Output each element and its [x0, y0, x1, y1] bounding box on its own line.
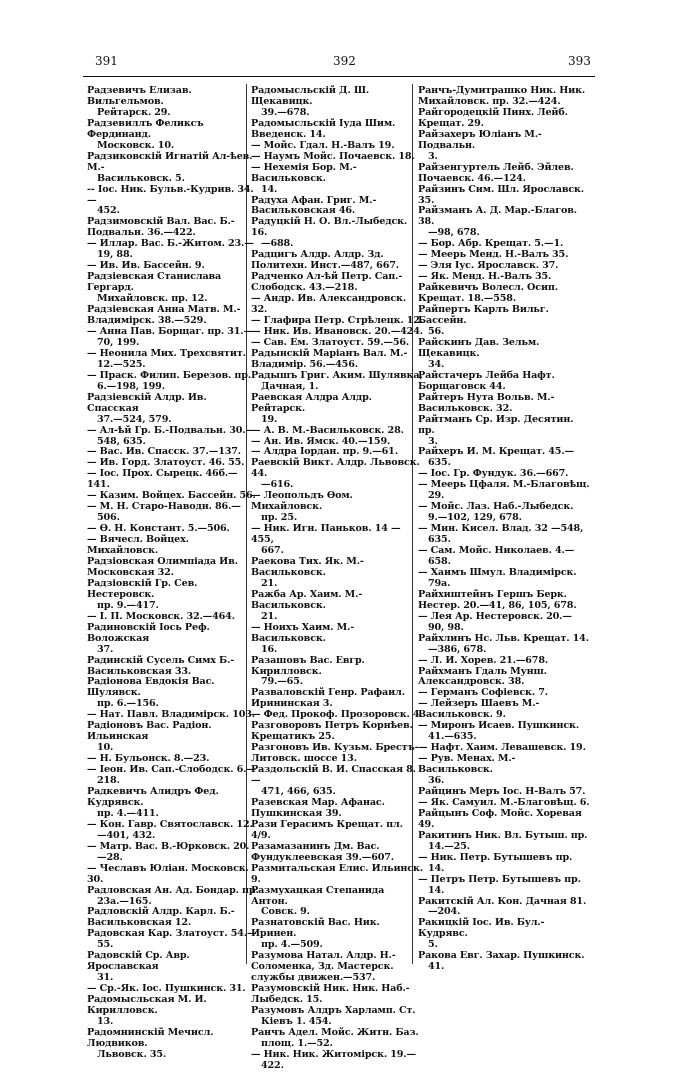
entry-continuation: 56. — [428, 325, 445, 337]
entry-text: — Мин. Кисел. Влад. 32 —548, — [418, 523, 584, 535]
entry-text: Радзіовскій Гр. Сев. Нестеровск. — [87, 577, 198, 600]
entry-text: — Меерь Цфаля. М.-Благовѣщ. — [418, 479, 590, 491]
directory-entry — [87, 557, 259, 579]
entry-text: — Наумъ Мойс. Почаевск. 18. — [251, 150, 415, 162]
entry-text: Размитальская Елис. Ильинск. 9. — [251, 862, 423, 885]
entry-text: Разумова Натал. Алдр. Н.-Соломенка, Зд. Мастерск. службы движен.—537. — [251, 950, 396, 984]
entry-text: — Чеславъ Юліан. Московск. 30. — [87, 862, 249, 885]
directory-entry — [251, 886, 423, 919]
entry-continuation: 12.—525. — [97, 358, 146, 370]
entry-text: Радзіовская Олимпіада Ив. Московская 32. — [87, 555, 238, 578]
entry-text: Радзевичъ Елизав. Вильгельмов. — [87, 85, 192, 107]
directory-entry — [87, 907, 259, 929]
directory-entry — [87, 371, 259, 393]
entry-text: Радченко Ал-ѣй Петр. Сап.-Слободск. 43.—218. — [251, 271, 403, 294]
directory-entry — [87, 239, 259, 261]
directory-entry — [251, 524, 423, 557]
directory-entry — [251, 294, 423, 316]
entry-text: — Петръ Петр. Бутышевъ пр. — [418, 873, 581, 885]
entry-continuation: пр. 9.—417. — [97, 599, 159, 611]
entry-text: — Н. Бульонск. 8.—23. — [87, 753, 210, 765]
entry-text: Райтманъ Ср. Изр. Десятин. пр. — [418, 413, 574, 436]
directory-entry — [87, 185, 259, 218]
entry-continuation: пр. 4.—509. — [261, 939, 323, 951]
entry-text: — Эля Іус. Ярославск. 37. — [418, 260, 559, 272]
entry-text: Радомысльскій Іуда Шим. Введенск. 14. — [251, 117, 396, 140]
entry-text: — Лея Ар. Нестеровск. 20.— — [418, 610, 572, 622]
directory-entry — [418, 951, 590, 973]
entry-text: Ранчъ Адел. Мойс. Житн. Баз. — [251, 1026, 419, 1038]
entry-text: Радомысльскій Д. Ш. Щекавицк. — [251, 85, 370, 107]
entry-text: Радцигъ Алдр. Алдр. Зд. Политехн. Инст.—487, 667. — [251, 249, 399, 272]
entry-continuation: 21. — [261, 577, 278, 589]
entry-continuation: 36. — [428, 775, 445, 787]
directory-entry — [418, 393, 590, 415]
directory-entry — [87, 217, 259, 239]
entry-text: Разумовъ Алдръ Харламп. Ст. — [251, 1005, 416, 1017]
entry-continuation: 422. — [261, 1059, 284, 1071]
entry-text: Радиновскій Іось Реф. Воложская — [87, 621, 210, 644]
entry-text: — Ср.-Як. Іос. Пушкинск. 31. — [87, 983, 246, 995]
directory-entry — [87, 535, 259, 557]
directory-entry — [418, 831, 590, 853]
entry-continuation: —401, 432. — [97, 829, 156, 841]
entry-text: Рази Герасимъ Крещат. пл. 4/9. — [251, 818, 403, 841]
entry-text: Радіоновъ Вас. Радіон. Ильинская — [87, 720, 212, 743]
entry-text: Ракитинъ Ник. Вл. Бутыш. пр. — [418, 829, 588, 841]
entry-text: — Иллар. Вас. Б.-Житом. 23.— — [87, 238, 254, 250]
entry-text: — Нат. Павл. Владимірск. 103. — [87, 709, 255, 721]
entry-text: — Ник. Петр. Бутышевъ пр. — [418, 851, 573, 863]
entry-text: — Бор. Абр. Крещат. 5.—1. — [418, 238, 564, 250]
entry-text: — Фед. Прокоф. Прозоровск. 4. — [251, 709, 423, 721]
entry-text: — Глафира Петр. Стрѣлецк. 12. — [251, 315, 424, 327]
entry-text: Райхиштейнъ Гершъ Берк. Нестер. 20.—41, 86, 105, 678. — [418, 588, 577, 611]
entry-text: Радинскій Сусель Симх Б.-Васильковская 33. — [87, 654, 235, 677]
directory-entry — [251, 250, 423, 272]
column-middle — [251, 86, 423, 1072]
directory-entry — [87, 119, 259, 152]
directory-entry — [418, 875, 590, 897]
directory-entry — [251, 393, 423, 426]
entry-text: — Мойс. Гдал. Н.-Валъ 19. — [251, 139, 395, 151]
entry-text: Райзахеръ Юліанъ М.-Подвальн. — [418, 128, 542, 151]
entry-continuation: —688. — [261, 238, 294, 250]
entry-text: — М. Н. Старо-Наводн. 86.— — [87, 501, 241, 513]
entry-text: Радынскій Маріанъ Вал. М.-Владимір. 56.—456. — [251, 347, 408, 370]
entry-continuation: 14.—25. — [428, 840, 470, 852]
entry-text: Радіонова Евдокія Вас. Шулявск. — [87, 676, 215, 699]
entry-text: Ракова Евг. Захар. Пушкинск. — [418, 950, 585, 962]
directory-entry — [87, 502, 259, 524]
entry-continuation: 14. — [428, 862, 445, 874]
directory-entry — [418, 305, 590, 338]
directory-entry — [251, 688, 423, 710]
entry-continuation: 14. — [261, 183, 278, 195]
entry-text: — Іос. Прох. Сырецк. 46б.—141. — [87, 468, 238, 491]
entry-text: — Сам. Мойс. Николаев. 4.— — [418, 545, 575, 557]
entry-text: — Лейзеръ Шаевъ М.-Васильковск. 9. — [418, 698, 540, 721]
entry-text: — І. П. Московск. 32.—464. — [87, 610, 235, 622]
directory-entry — [418, 206, 590, 239]
entry-text: Радышъ Григ. Аким. Шулявка, — [251, 369, 423, 381]
entry-continuation: пр. 4.—411. — [97, 807, 159, 819]
entry-continuation: 10. — [97, 742, 114, 754]
directory-entry — [418, 918, 590, 951]
entry-continuation: 658. — [428, 555, 451, 567]
entry-text: — Мойс. Лаз. Наб.-Лыбедск. — [418, 501, 574, 513]
page-number-right: 393 — [568, 54, 591, 68]
entry-text: — Іос. Гр. Фундук. 36.—667. — [418, 468, 569, 480]
directory-entry — [87, 820, 259, 842]
directory-entry — [251, 820, 423, 842]
entry-continuation: 37.—524, 579. — [97, 413, 172, 425]
entry-text: Райстачеръ Лейба Нафт. Борщаговск 44. — [418, 369, 555, 392]
entry-continuation: 34. — [428, 358, 445, 370]
directory-entry — [418, 480, 590, 502]
entry-text: — Ив. Ив. Бассейн. 9. — [87, 260, 205, 272]
entry-continuation: 218. — [97, 775, 120, 787]
directory-entry — [251, 557, 423, 590]
entry-continuation: 667. — [261, 545, 284, 557]
directory-entry — [251, 349, 423, 371]
entry-continuation: Московск. 10. — [97, 139, 175, 151]
directory-entry — [418, 546, 590, 568]
directory-entry — [418, 283, 590, 305]
directory-entry — [418, 667, 590, 689]
directory-entry — [251, 590, 423, 623]
directory-entry — [251, 1006, 423, 1028]
directory-entry — [418, 185, 590, 207]
directory-entry — [251, 371, 423, 393]
entry-text: Разумовскій Ник. Ник. Наб.-Лыбедск. 15. — [251, 983, 410, 1006]
directory-entry — [418, 371, 590, 393]
entry-continuation: 21. — [261, 610, 278, 622]
directory-entry — [418, 809, 590, 831]
directory-entry — [251, 951, 423, 984]
entry-continuation: 471, 466, 635. — [261, 786, 336, 797]
directory-entry — [251, 721, 423, 743]
entry-text: Разваловскій Генр. Рафаил. Ирининская 3. — [251, 687, 405, 710]
entry-text: Раекова Тих. Як. М.-Васильковск. — [251, 555, 364, 578]
directory-entry — [87, 842, 259, 864]
entry-continuation: пр. 6.—156. — [97, 698, 159, 710]
entry-continuation: 5. — [428, 939, 438, 951]
directory-entry — [87, 787, 259, 820]
entry-continuation: —98, 678. — [428, 227, 480, 239]
entry-continuation: 6.—198, 199. — [97, 380, 165, 392]
directory-entry — [251, 163, 423, 196]
directory-entry — [87, 995, 259, 1028]
directory-entry — [87, 349, 259, 371]
directory-entry — [87, 656, 259, 678]
directory-entry — [418, 853, 590, 875]
entry-continuation: 14. — [428, 884, 445, 896]
entry-text: — Вас. Ив. Спасск. 37.—137. — [87, 446, 241, 458]
directory-entry — [87, 579, 259, 612]
directory-entry — [251, 1028, 423, 1050]
entry-continuation: 31. — [97, 972, 114, 984]
entry-continuation: 506. — [97, 512, 120, 524]
entry-text: — Ник. Ник. Житомірск. 19.— — [251, 1048, 416, 1060]
entry-continuation: 39.—678. — [261, 106, 310, 118]
entry-text: — Як. Менд. Н.-Валъ 35. — [418, 271, 552, 283]
entry-continuation: 41. — [428, 961, 445, 973]
entry-continuation: 16. — [261, 643, 278, 655]
entry-continuation: 41.—635. — [428, 731, 477, 743]
directory-entry — [87, 765, 259, 787]
entry-text: Райскинъ Дав. Зельм. Щекавицк. — [418, 336, 540, 359]
entry-text: Радуха Афан. Григ. М.-Васильковская 46. — [251, 194, 377, 217]
entry-continuation: 79.—65. — [261, 676, 303, 688]
entry-continuation: 452. — [97, 205, 120, 217]
entry-continuation: 29. — [428, 490, 445, 502]
entry-text: Раевская Алдра Алдр. Рейтарск. — [251, 391, 372, 414]
directory-entry — [251, 1050, 423, 1072]
entry-continuation: 3. — [428, 435, 438, 447]
entry-text: Райцинъ Меръ Іос. Н-Валъ 57. — [418, 786, 586, 797]
directory-entry — [251, 196, 423, 218]
entry-text: Райгородецкій Пинх. Лейб. Крещат. 29. — [418, 106, 568, 129]
directory-entry — [87, 929, 259, 951]
entry-text: Радзиковскій Игнатій Ал-ѣев. М.- — [87, 150, 253, 173]
entry-text: Райкевичъ Волесл. Осип. Крещат. 18.—558. — [418, 282, 558, 305]
directory-entry — [87, 393, 259, 426]
entry-text: Ражба Ар. Хаим. М.-Васильковск. — [251, 588, 363, 611]
entry-text: -- Іос. Ник. Бульв.-Кудрив. 34.— — [87, 183, 254, 206]
directory-entry — [251, 272, 423, 294]
directory-entry — [251, 491, 423, 524]
directory-entry — [87, 469, 259, 491]
directory-entry — [87, 327, 259, 349]
entry-text: — Іеон. Ив. Сап.-Слободск. 6.— — [87, 764, 256, 776]
directory-entry — [87, 886, 259, 908]
directory-entry — [418, 524, 590, 546]
entry-continuation: —616. — [261, 479, 294, 491]
directory-entry — [87, 951, 259, 984]
entry-text: — Леопольдъ Ѳом. Михайловск. — [251, 490, 353, 513]
entry-continuation: Дачная, 1. — [261, 380, 319, 392]
directory-entry — [418, 590, 590, 612]
entry-continuation: 3. — [428, 150, 438, 162]
entry-text: Райхеръ И. М. Крещат. 45.— — [418, 446, 574, 458]
directory-entry — [87, 272, 259, 305]
entry-text: — Меерь Менд. Н.-Валъ 35. — [418, 249, 569, 261]
entry-continuation: —386, 678. — [428, 643, 487, 655]
entry-text: Радовская Кар. Златоуст. 54.— — [87, 928, 257, 940]
directory-entry — [418, 612, 590, 634]
directory-entry — [251, 864, 423, 886]
directory-entry — [87, 305, 259, 327]
entry-text: Райхлинъ Нс. Льв. Крещат. 14. — [418, 632, 589, 644]
entry-continuation: 635. — [428, 457, 451, 469]
entry-text: — Л. И. Хорев. 21.—678. — [418, 654, 549, 666]
entry-text: — Хаимъ Шмул. Владимірск. — [418, 566, 577, 578]
entry-text: — Ѳ. Н. Констант. 5.—506. — [87, 523, 230, 535]
entry-text: Радуцкій Н. О. Вл.-Лыбедск. 16. — [251, 216, 408, 239]
entry-continuation: Васильковск. 5. — [97, 172, 185, 184]
entry-text: — Ан. Ив. Ямск. 40.—159. — [251, 435, 391, 447]
directory-entry — [251, 842, 423, 864]
entry-text: Радзіевская Станислава Гергард. — [87, 271, 222, 294]
directory-entry — [418, 568, 590, 590]
directory-entry — [87, 677, 259, 710]
directory-entry — [87, 1028, 259, 1061]
entry-text: Раздольскій В. И. Спасская 8.— — [251, 764, 416, 787]
entry-text: Райзинъ Сим. Шл. Ярославск. 35. — [418, 183, 584, 206]
column-left — [87, 86, 259, 1061]
entry-text: Радзіевскій Алдр. Ив. Спасская — [87, 391, 207, 414]
entry-text: Ракицкій Іос. Ив. Бул.-Кудрявс. — [418, 917, 545, 940]
entry-text: — Як. Самуил. М.-Благовѣщ. 6. — [418, 796, 590, 808]
entry-text: — Вячесл. Войцех. Михайловск. — [87, 534, 189, 557]
entry-continuation: 79а. — [428, 577, 451, 589]
entry-text: Радзимовскій Вал. Вас. Б.-Подвальн. 36.—422. — [87, 216, 235, 239]
entry-continuation: 23а.—165. — [97, 895, 152, 907]
entry-continuation: Львовск. 35. — [97, 1048, 167, 1060]
entry-continuation: 37. — [97, 643, 114, 655]
directory-entry — [87, 152, 259, 185]
directory-entry — [418, 897, 590, 919]
entry-continuation: площ. 1.—52. — [261, 1037, 333, 1049]
entry-continuation: 19. — [261, 413, 278, 425]
directory-entry — [251, 458, 423, 491]
entry-text: — Андр. Ив. Александровск. 32. — [251, 293, 407, 316]
entry-continuation: пр. 25. — [261, 512, 298, 524]
header-rule — [83, 76, 595, 77]
entry-text: Разгоновъ Ив. Кузьм. Брестъ-Литовск. шоссе 13. — [251, 742, 419, 765]
entry-text: — Нехемія Бор. М.-Васильковск. — [251, 161, 357, 184]
entry-text: Ракитскій Ал. Кон. Дачная 81. — [418, 895, 587, 907]
entry-text: — Алдра Іордан. пр. 9.—61. — [251, 446, 398, 458]
entry-text: Радкевичъ Алидръ Фед. Кудрявск. — [87, 786, 219, 808]
entry-continuation: —28. — [97, 851, 123, 863]
entry-text: — Рув. Менах. М.-Васильковск. — [418, 753, 516, 776]
directory-entry — [87, 86, 259, 119]
entry-text: — Сав. Ем. Златоуст. 59.—56. — [251, 336, 410, 348]
entry-text: Райпертъ Карлъ Вильг. Бассейн. — [418, 304, 549, 327]
entry-continuation: 635. — [428, 534, 451, 546]
directory-entry — [418, 130, 590, 163]
entry-text: — Миронъ Исаев. Пушкинск. — [418, 720, 580, 732]
directory-entry — [418, 634, 590, 656]
entry-text: — Ив. Горд. Златоуст. 46. 55. — [87, 457, 245, 469]
directory-entry — [418, 86, 590, 108]
directory-entry — [418, 163, 590, 185]
entry-text: — Нафт. Хаим. Левашевск. 19. — [418, 742, 586, 754]
directory-entry — [418, 721, 590, 743]
directory-entry — [251, 119, 423, 141]
entry-continuation: 70, 199. — [97, 336, 140, 348]
entry-text: Размухацкая Степанида Антон. — [251, 884, 385, 907]
entry-text: Радловскій Алдр. Карл. Б.-Васильковская 12. — [87, 906, 235, 929]
directory-entry — [251, 918, 423, 951]
directory-entry — [418, 415, 590, 448]
entry-continuation: Михайловск. пр. 12. — [97, 293, 208, 305]
entry-continuation: 9.—102, 129, 678. — [428, 512, 522, 524]
entry-text: Райтеръ Нута Вольв. М.-Васильковск. 32. — [418, 391, 555, 414]
directory-entry — [87, 426, 259, 448]
directory-entry — [418, 699, 590, 721]
directory-entry — [251, 765, 423, 798]
entry-continuation: 90, 98. — [428, 621, 464, 633]
entry-continuation: —204. — [428, 906, 461, 918]
entry-text: — Ал-ѣй Гр. Б.-Подвальн. 30.— — [87, 424, 255, 436]
entry-text: Райзенгуртель Лейб. Эйлев. Почаевск. 46.—124. — [418, 161, 574, 184]
entry-text: Разашовъ Вас. Евгр. Кирилловск. — [251, 654, 365, 677]
entry-text: Разамазанинъ Дм. Вас. Фундуклеевская 39.—607. — [251, 840, 394, 863]
entry-continuation: 55. — [97, 939, 114, 951]
entry-text: Радовскій Ср. Авр. Ярославская — [87, 950, 190, 973]
directory-entry — [418, 338, 590, 371]
entry-continuation: 19, 88. — [97, 249, 133, 261]
directory-entry — [251, 86, 423, 119]
entry-text: Разнатовскій Вас. Ник. Иринен. — [251, 917, 380, 940]
directory-entry — [251, 623, 423, 656]
entry-text: Радомысльская М. И. Кирилловск. — [87, 994, 207, 1017]
entry-text: — А. В. М.-Васильковск. 28. — [251, 424, 404, 436]
directory-entry — [87, 864, 259, 886]
entry-text: — Матр. Вас. В.-Юрковск. 20. — [87, 840, 250, 852]
entry-text: — Ник. Игн. Паньков. 14 —455, — [251, 523, 401, 546]
entry-text: Радомнинскій Мечисл. Людвиков. — [87, 1026, 214, 1049]
directory-entry — [251, 984, 423, 1006]
entry-text: — Праск. Филип. Березов. пр. — [87, 369, 252, 381]
entry-text: — Германъ Софіевск. 7. — [418, 687, 548, 699]
entry-text: — Неонила Мих. Трехсвятит. — [87, 347, 246, 359]
entry-text: Райзманъ А. Д. Мар.-Благов. 38. — [418, 205, 577, 228]
entry-continuation: Рейтарск. 29. — [97, 106, 171, 118]
directory-entry — [251, 798, 423, 820]
entry-text: Радзевиллъ Феликсъ Фердинанд. — [87, 117, 204, 140]
entry-continuation: Совск. 9. — [261, 906, 310, 918]
directory-entry — [251, 743, 423, 765]
entry-text: — Ноихъ Хаим. М.-Васильковск. — [251, 621, 355, 644]
entry-text: Разевская Мар. Афанас. Пушкинская 39. — [251, 796, 385, 819]
entry-text: Радзіевская Анна Матв. М.-Владимірск. 38.—529. — [87, 304, 241, 327]
entry-text: — Анна Пав. Борщаг. пр. 31.— — [87, 325, 253, 337]
entry-text: Разговоровъ Петръ Корнѣев. Крещатикъ 25. — [251, 720, 413, 743]
directory-entry — [418, 502, 590, 524]
directory-entry — [418, 447, 590, 469]
column-right — [418, 86, 590, 973]
entry-text: — Казим. Войцех. Бассейн. 56. — [87, 490, 256, 502]
directory-entry — [87, 721, 259, 754]
directory-entry — [251, 217, 423, 250]
entry-text: Райцынъ Соф. Мойс. Хоревая 49. — [418, 807, 582, 830]
page-number-left: 391 — [95, 54, 118, 68]
directory-entry — [251, 656, 423, 689]
entry-text: — Ник. Ив. Ивановск. 20.—424. — [251, 325, 423, 337]
directory-entry — [87, 623, 259, 656]
entry-text: Раевскій Викт. Алдр. Львовск. 44. — [251, 457, 420, 480]
entry-text: Райхманъ Гдаль Мунш. Александровск. 38. — [418, 665, 547, 688]
entry-text: — Кон. Гавр. Святославск. 12. — [87, 818, 253, 830]
directory-entry — [418, 108, 590, 130]
entry-continuation: 548, 635. — [97, 435, 146, 447]
entry-text: Радловская Ан. Ад. Бондар. пр. — [87, 884, 259, 896]
page-number-center: 392 — [333, 54, 356, 68]
entry-continuation: Кіевъ 1. 454. — [261, 1016, 332, 1028]
entry-text: Ранчъ-Думитрашко Ник. Ник. Михайловск. пр. 32.—424. — [418, 85, 586, 107]
directory-entry — [418, 754, 590, 787]
entry-continuation: 13. — [97, 1016, 114, 1028]
